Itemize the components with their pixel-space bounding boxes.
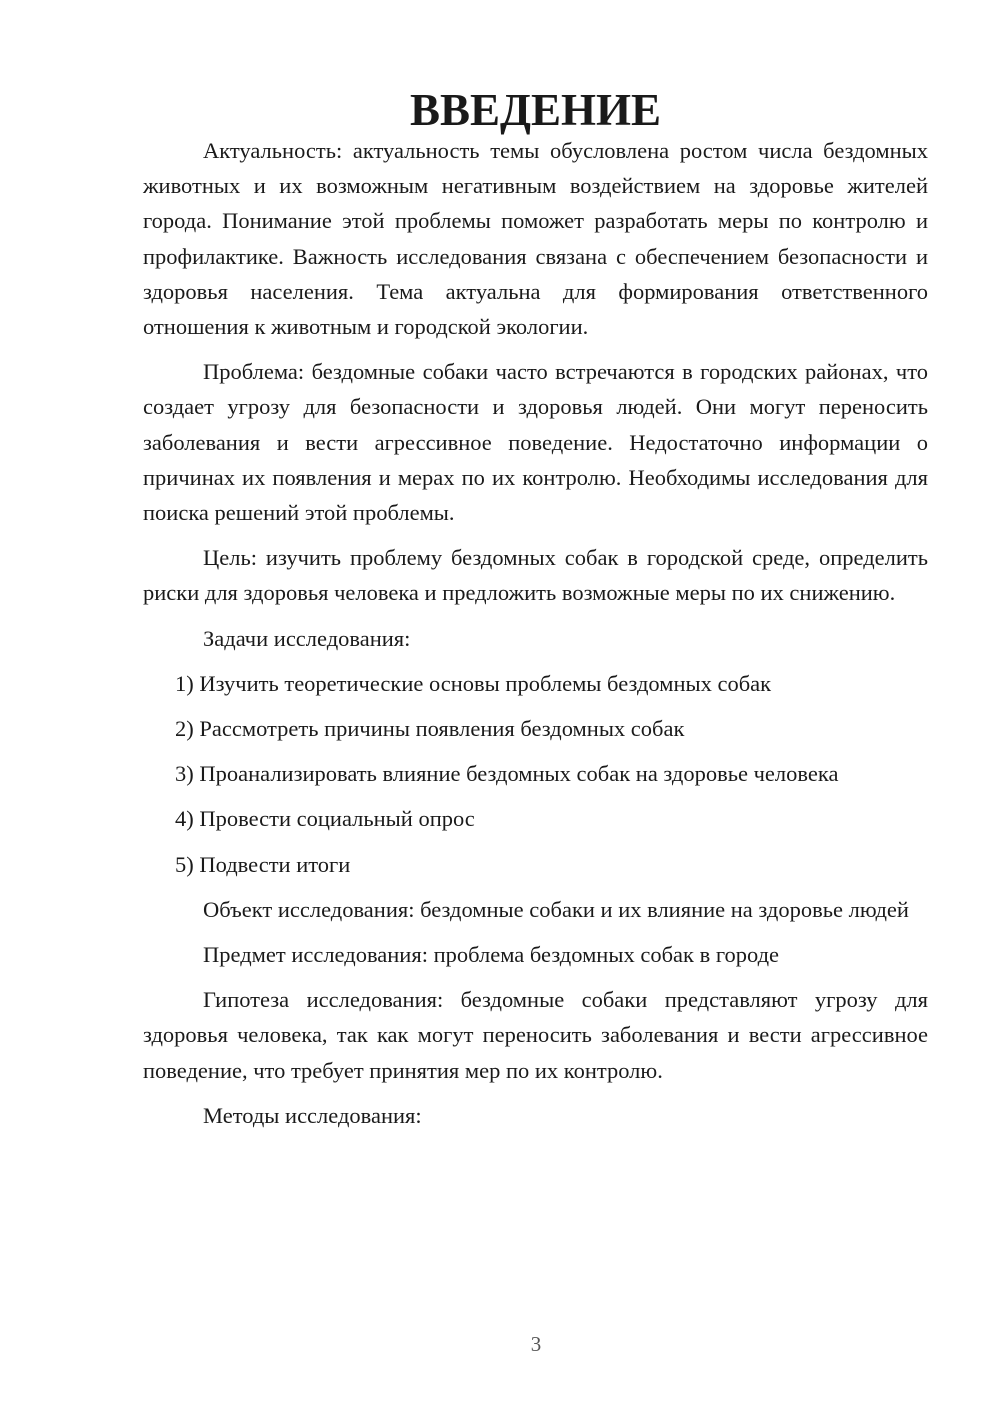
page-title: ВВЕДЕНИЕ	[409, 85, 662, 135]
relevance-paragraph: Актуальность: актуальность темы обусловлена ростом числа бездомных животных и их возможным негативным воздействием на здоровье жителей города. Понимание этой проблемы поможет разработать меры по контролю и профилактике. Важность исследования связана с обеспечением безопасности и здоровья населения. Тема актуальна для формирования ответственного отношения к животным и городской экологии.	[143, 138, 928, 340]
subject-paragraph: Предмет исследования: проблема бездомных собак в городе	[203, 942, 780, 968]
page-number: 3	[530, 1332, 542, 1356]
hypothesis-paragraph: Гипотеза исследования: бездомные собаки представляют угрозу для здоровья человека, так как могут переносить заболевания и вести агрессивное поведение, что требует принятия мер по их контролю.	[143, 987, 928, 1083]
problem-paragraph: Проблема: бездомные собаки часто встречаются в городских районах, что создает угрозу для безопасности и здоровья людей. Они могут переносить заболевания и вести агрессивное поведение. Недостаточно информации о причинах их появления и мерах по их контролю. Необходимы исследования для поиска решений этой проблемы.	[143, 359, 928, 526]
task-item-5: 5) Подвести итоги	[175, 851, 351, 877]
tasks-list	[143, 666, 928, 882]
document-page	[143, 85, 928, 1143]
task-item-2: 2) Рассмотреть причины появления бездомных собак	[175, 716, 685, 742]
goal-paragraph: Цель: изучить проблему бездомных собак в городской среде, определить риски для здоровья человека и предложить возможные меры по их снижению.	[143, 545, 928, 606]
tasks-label: Задачи исследования:	[203, 625, 411, 651]
methods-label: Методы исследования:	[203, 1102, 422, 1128]
task-item-1: 1) Изучить теоретические основы проблемы бездомных собак	[175, 670, 772, 696]
task-item-4: 4) Провести социальный опрос	[175, 806, 475, 832]
object-paragraph: Объект исследования: бездомные собаки и их влияние на здоровье людей	[203, 896, 909, 922]
task-item-3: 3) Проанализировать влияние бездомных собак на здоровье человека	[175, 761, 839, 787]
